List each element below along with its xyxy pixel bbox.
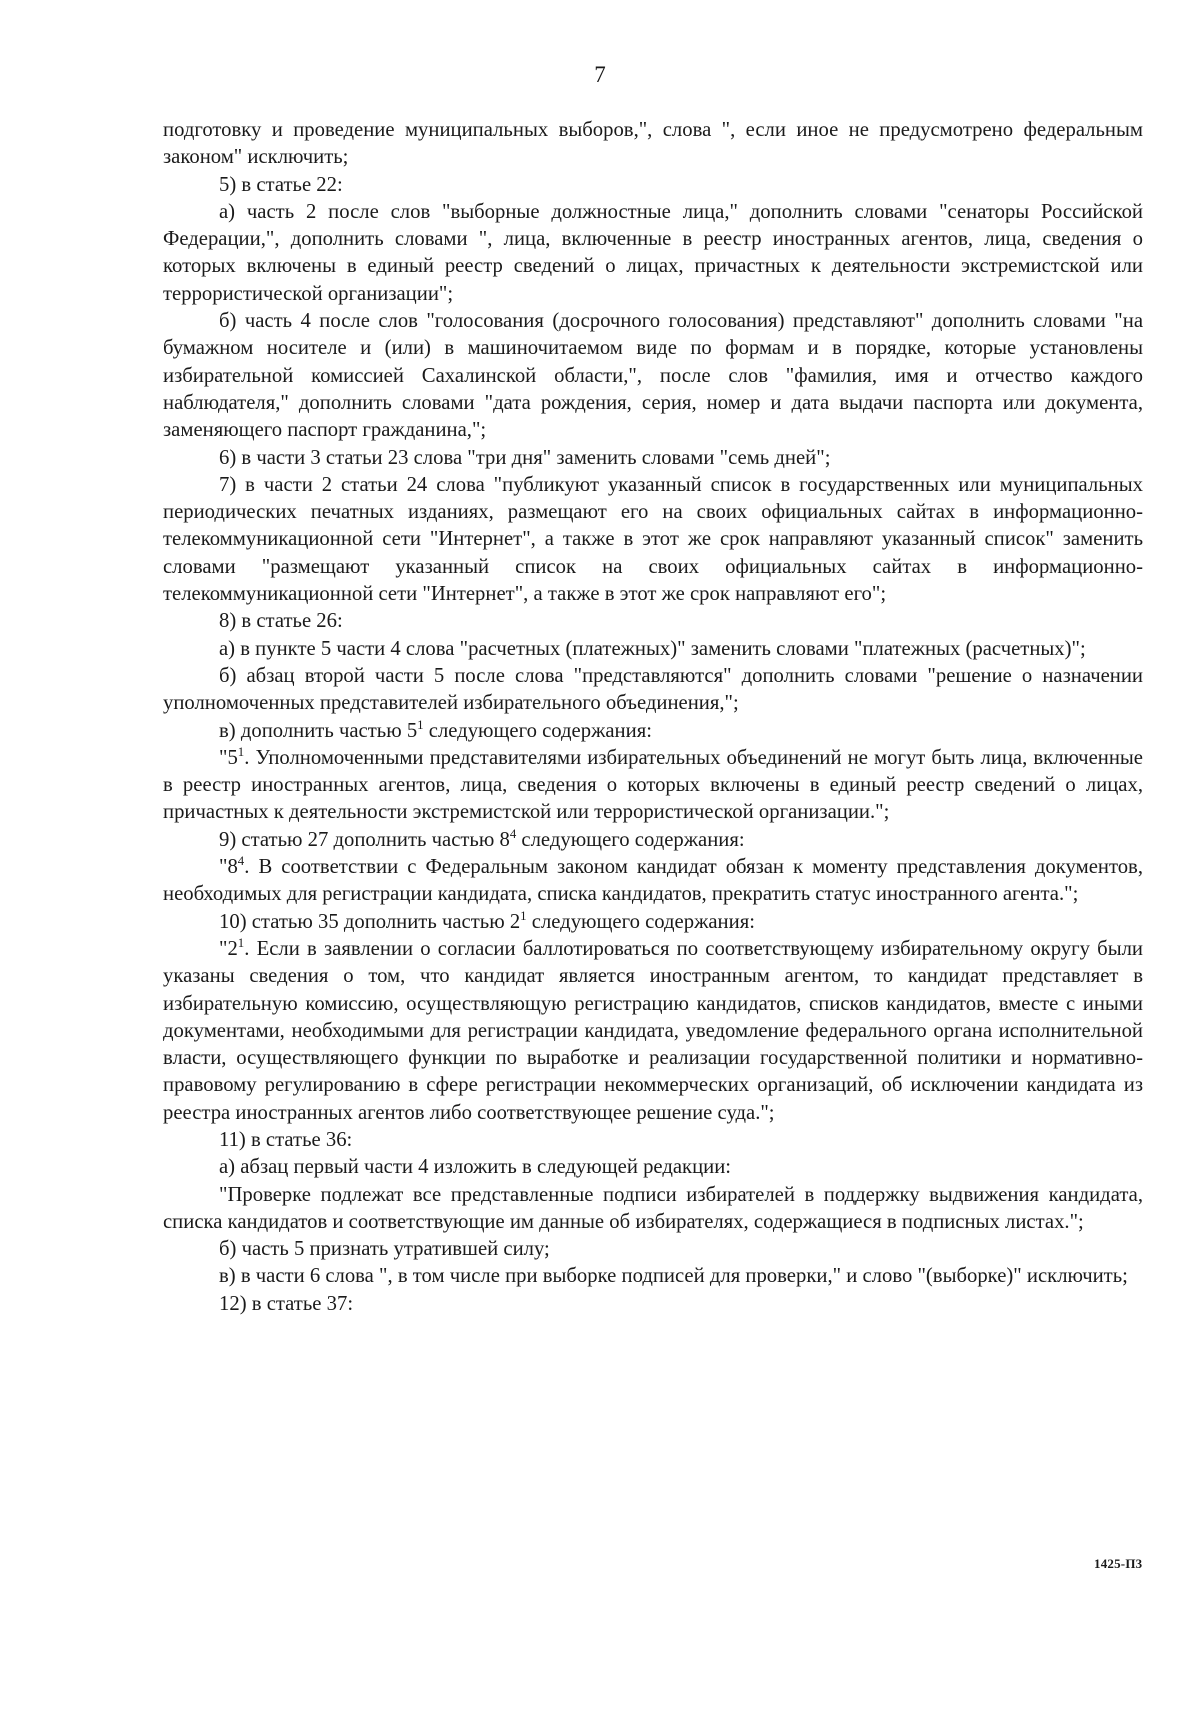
paragraph: "Проверке подлежат все представленные подписи избирателей в поддержку выдвижения кандидата, списка кандидатов и соответствующие им данные об избирателях, содержащиеся в подписных листах."; bbox=[163, 1183, 1143, 1233]
paragraph bbox=[163, 718, 1143, 745]
paragraph: в) в части 6 слова ", в том числе при выборке подписей для проверки," и слово "(выборке)" исключить; bbox=[219, 1265, 1128, 1288]
text-segment: 9) статью 27 дополнить частью 8 bbox=[219, 828, 510, 851]
paragraph bbox=[163, 909, 1143, 936]
list-item-heading: 11) в статье 36: bbox=[219, 1128, 353, 1151]
list-item-heading: 12) в статье 37: bbox=[219, 1292, 354, 1315]
text-segment: . Если в заявлении о согласии баллотироваться по соответствующему избирательному округу были указаны сведения о том, что кандидат является иностранным агентом, то кандидат представляет в избирательную комиссию, осуществляющую регистрацию кандидатов, списков кандидатов, вместе с иными документами, необходимыми для регистрации кандидата, уведомление федерального органа исполнительной власти, осуществляющего функции по выработке и реализации государственной политики и нормативно-правовому регулированию в сфере регистрации некоммерческих организаций, об исключении кандидата из реестра иностранных агентов либо соответствующее решение суда."; bbox=[163, 937, 1143, 1124]
text-segment: . Уполномоченными представителями избирательных объединений не могут быть лица, включенные в реестр иностранных агентов, лица, сведения о которых включены в единый реестр сведений о лицах, причастных к деятельности экстремистской или террористической организации."; bbox=[163, 746, 1143, 824]
paragraph: 6) в части 3 статьи 23 слова "три дня" заменить словами "семь дней"; bbox=[219, 446, 831, 469]
text-segment: "2 bbox=[219, 937, 238, 960]
superscript: 1 bbox=[417, 717, 424, 732]
superscript: 1 bbox=[237, 744, 245, 759]
paragraph: б) абзац второй части 5 после слова "представляются" дополнить словами "решение о назначении уполномоченных представителей избирательного объединения,"; bbox=[163, 664, 1143, 715]
paragraph: подготовку и проведение муниципальных выборов,", слова ", если иное не предусмотрено федеральным законом" исключить; bbox=[163, 119, 1143, 169]
paragraph bbox=[163, 827, 1143, 854]
paragraph bbox=[163, 745, 1143, 827]
paragraph: б) часть 4 после слов "голосования (досрочного голосования) представляют" дополнить словами "на бумажном носителе и (или) в машиночитаемом виде по формам и в порядке, которые установлены избирательной комиссией Сахалинской области,", после слов "фамилия, имя и отчество каждого наблюдателя," дополнить словами "дата рождения, серия, номер и дата выдачи паспорта или документа, заменяющего паспорт гражданина,"; bbox=[163, 310, 1143, 442]
paragraph: а) абзац первый части 4 изложить в следующей редакции: bbox=[219, 1156, 732, 1179]
paragraph: а) в пункте 5 части 4 слова "расчетных (платежных)" заменить словами "платежных (расчетных)"; bbox=[219, 637, 1086, 660]
paragraph: 7) в части 2 статьи 24 слова "публикуют указанный список в государственных или муниципальных периодических печатных изданиях, размещают его на своих официальных сайтах в информационно-телекоммуникационной сети "Интернет", а также в этот же срок направляют указанный список" заменить словами "размещают указанный список на своих официальных сайтах в информационно-телекоммуникационной сети "Интернет", а также в этот же срок направляют его"; bbox=[163, 473, 1143, 606]
text-segment: "8 bbox=[219, 856, 238, 879]
superscript: 1 bbox=[520, 908, 527, 923]
text-segment: следующего содержания: bbox=[423, 719, 652, 742]
list-item-heading: 5) в статье 22: bbox=[219, 173, 343, 196]
list-item-heading: 8) в статье 26: bbox=[219, 610, 343, 633]
text-segment: следующего содержания: bbox=[516, 828, 745, 851]
paragraph: а) часть 2 после слов "выборные должностные лица," дополнить словами "сенаторы Российской Федерации,", дополнить словами ", лица, включенные в реестр иностранных агентов, лица, сведения о которых включены в единый реестр сведений о лицах, причастных к деятельности экстремистской или террористической организации"; bbox=[163, 200, 1143, 305]
page-number: 7 bbox=[594, 62, 606, 87]
text-segment: 10) статью 35 дополнить частью 2 bbox=[219, 910, 521, 933]
paragraph: б) часть 5 признать утратившей силу; bbox=[219, 1238, 550, 1261]
superscript: 1 bbox=[237, 935, 245, 950]
superscript: 4 bbox=[509, 826, 517, 841]
document-body bbox=[163, 117, 1143, 1318]
text-segment: . В соответствии с Федеральным законом кандидат обязан к моменту представления документов, необходимых для регистрации кандидата, списка кандидатов, прекратить статус иностранного агента."; bbox=[163, 856, 1143, 906]
document-code: 1425-П3 bbox=[1094, 1556, 1143, 1571]
text-segment: следующего содержания: bbox=[526, 910, 755, 933]
superscript: 4 bbox=[237, 854, 245, 869]
paragraph bbox=[163, 936, 1143, 1127]
paragraph bbox=[163, 854, 1143, 909]
text-segment: в) дополнить частью 5 bbox=[219, 719, 418, 742]
text-segment: "5 bbox=[219, 746, 238, 769]
